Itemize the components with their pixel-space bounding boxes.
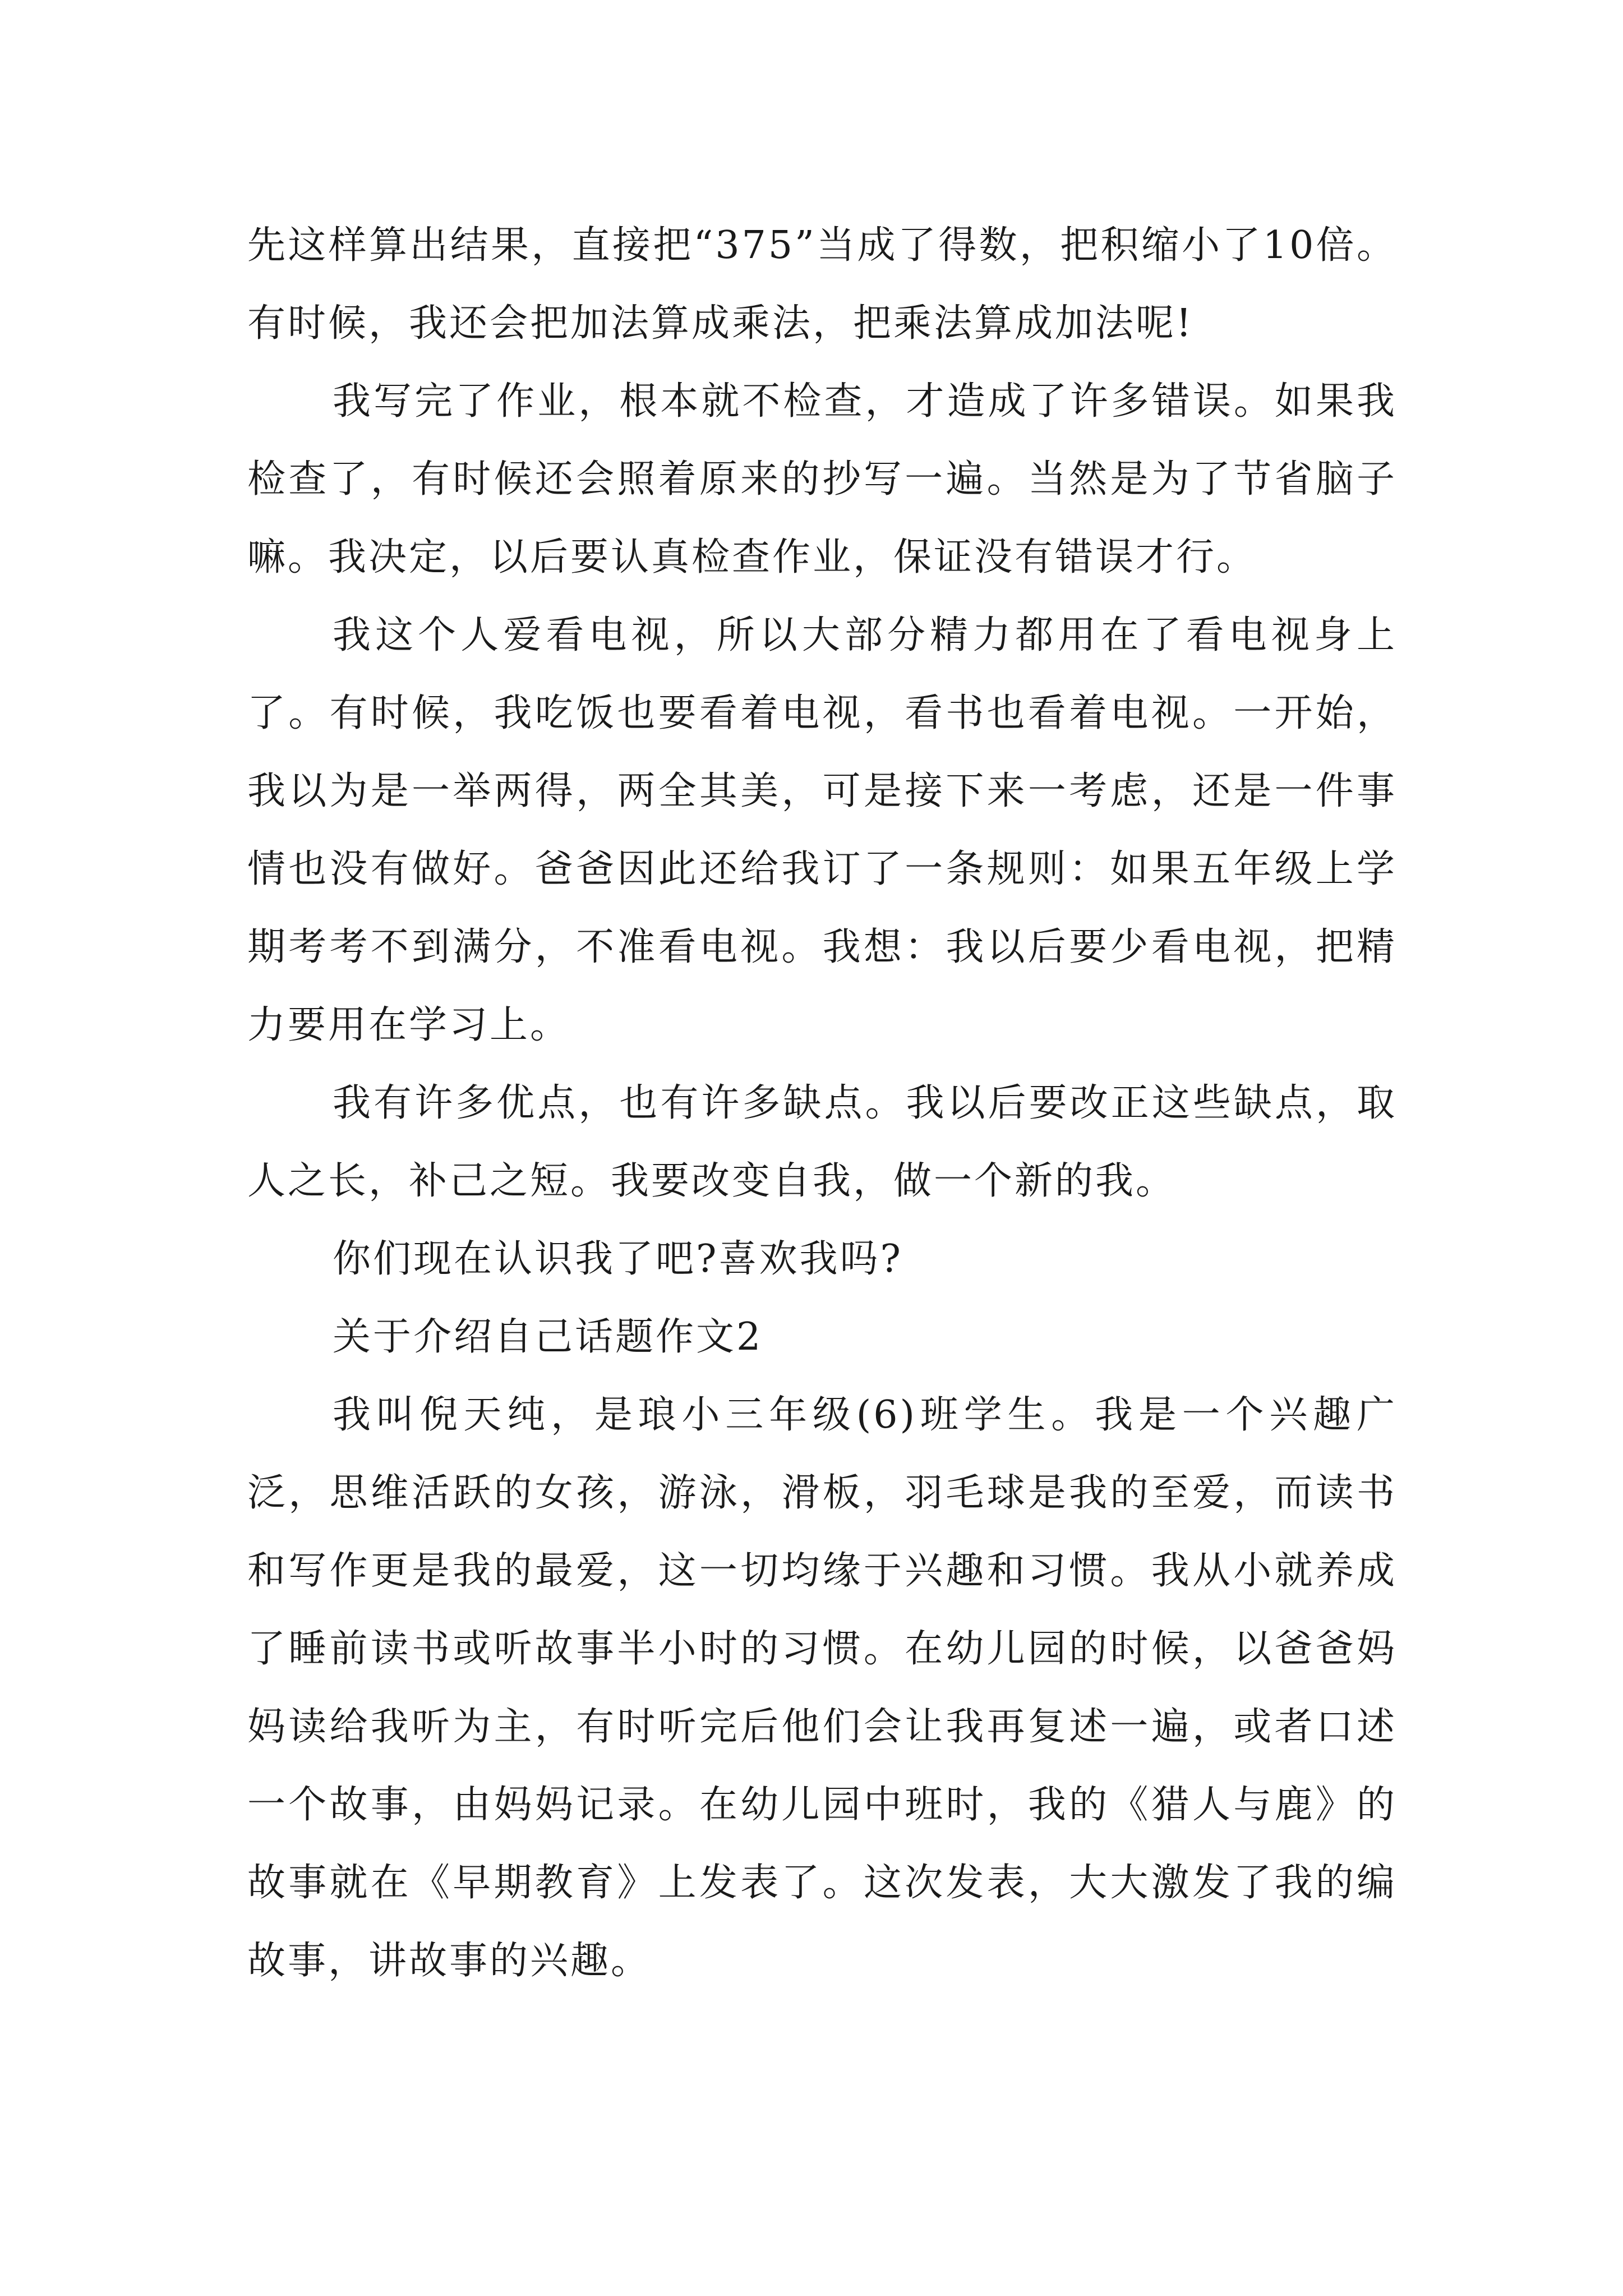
paragraph-homework: 我写完了作业，根本就不检查，才造成了许多错误。如果我检查了，有时候还会照着原来的抄写一遍。当然是为了节省脑子嘛。我决定，以后要认真检查作业，保证没有错误才行。 (247, 379, 1397, 579)
paragraph-introduction: 我叫倪天纯，是琅小三年级(6)班学生。我是一个兴趣广泛，思维活跃的女孩，游泳，滑板，羽毛球是我的至爱，而读书和写作更是我的最爱，这一切均缘于兴趣和习惯。我从小就养成了睡前读书或听故事半小时的习惯。在幼儿园的时候，以爸爸妈妈读给我听为主，有时听完后他们会让我再复述一遍，或者口述一个故事，由妈妈记录。在幼儿园中班时，我的《猎人与鹿》的故事就在《早期教育》上发表了。这次发表，大大激发了我的编故事，讲故事的兴趣。 (247, 1393, 1397, 1983)
paragraph-continuation: 先这样算出结果，直接把“375”当成了得数，把积缩小了10倍。有时候，我还会把加法算成乘法，把乘法算成加法呢! (247, 223, 1397, 346)
paragraph-television: 我这个人爱看电视，所以大部分精力都用在了看电视身上了。有时候，我吃饭也要看着电视，看书也看着电视。一开始，我以为是一举两得，两全其美，可是接下来一考虑，还是一件事情也没有做好。爸爸因此还给我订了一条规则：如果五年级上学期考考不到满分，不准看电视。我想：我以后要少看电视，把精力要用在学习上。 (247, 613, 1397, 1047)
paragraph-strengths-weaknesses: 我有许多优点，也有许多缺点。我以后要改正这些缺点，取人之长，补己之短。我要改变自我，做一个新的我。 (247, 1081, 1397, 1203)
paragraph-closing-question: 你们现在认识我了吧?喜欢我吗? (333, 1237, 903, 1281)
document-body (247, 206, 1397, 2000)
section-heading: 关于介绍自己话题作文2 (333, 1315, 763, 1359)
